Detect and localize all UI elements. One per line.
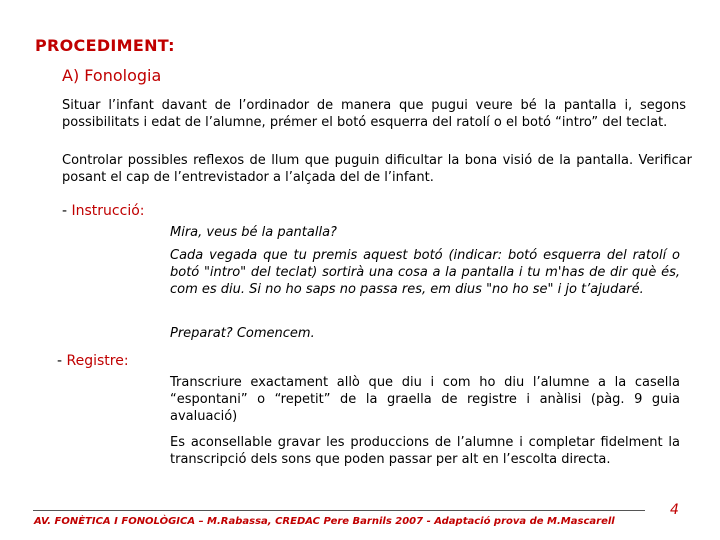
registre-label-row bbox=[57, 353, 129, 369]
list-dash: - bbox=[57, 353, 63, 369]
intro-paragraph: Situar l’infant davant de l’ordinador de manera que pugui veure bé la pantalla i, segons possibilitats i edat de l’alumne, prémer el botó esquerra del ratolí o el botó “intro” del teclat. bbox=[62, 98, 686, 130]
registre-line-2: Es aconsellable gravar les produccions de l’alumne i completar fidelment la transcripció dels sons que poden passar per alt en l’escolta directa. bbox=[170, 435, 680, 467]
registre-line-1: Transcriure exactament allò que diu i com ho diu l’alumne a la casella “espontani” o “repetit” de la graella de registre i anàlisi (pàg. 9 guia avaluació) bbox=[170, 375, 680, 424]
instruccio-label-row bbox=[62, 203, 145, 219]
footer-divider bbox=[33, 510, 645, 511]
instruccio-label: Instrucció: bbox=[71, 203, 145, 219]
instruccio-line-1: Mira, veus bé la pantalla? bbox=[170, 225, 337, 240]
footer-text: AV. FONÈTICA I FONOLÒGICA – M.Rabassa, CREDAC Pere Barnils 2007 - Adaptació prova de M.Mascarell bbox=[34, 516, 615, 527]
instruccio-line-2: Cada vegada que tu premis aquest botó (indicar: botó esquerra del ratolí o botó "intro" del teclat) sortirà una cosa a la pantalla i tu m'has de dir què és, com es diu. Si no ho saps no passa res, em dius "no ho se" i jo t’ajudaré. bbox=[170, 248, 680, 297]
registre-label: Registre: bbox=[66, 353, 129, 369]
page-number: 4 bbox=[670, 502, 679, 518]
instruccio-line-3: Preparat? Comencem. bbox=[170, 326, 315, 341]
list-dash: - bbox=[62, 203, 68, 219]
section-heading: PROCEDIMENT: bbox=[35, 36, 175, 55]
subsection-heading: A) Fonologia bbox=[62, 66, 162, 85]
reflexos-paragraph: Controlar possibles reflexos de llum que puguin dificultar la bona visió de la pantalla. Verificar posant el cap de l’entrevistador a l’alçada del de l’infant. bbox=[62, 153, 692, 185]
